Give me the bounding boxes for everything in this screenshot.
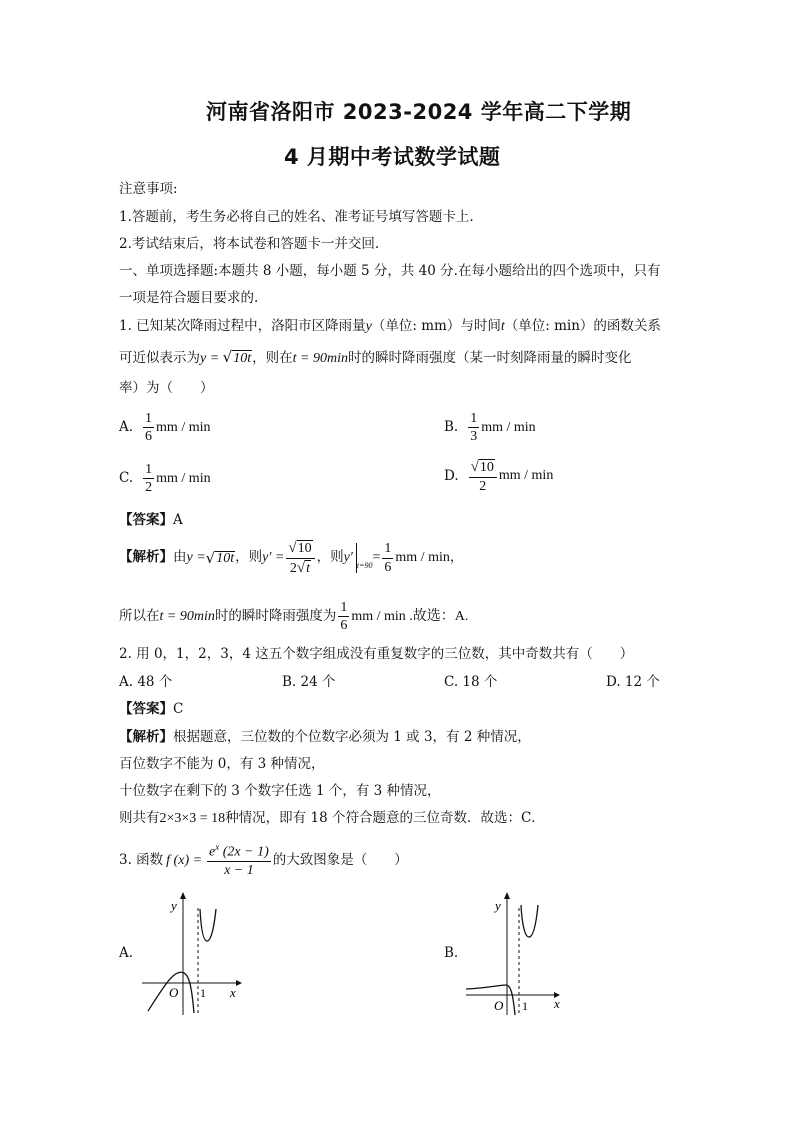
notice-item-1: 1.答题前，考生务必将自己的姓名、准考证号填写答题卡上. xyxy=(119,209,474,225)
q2-answer: 【答案】C xyxy=(119,701,184,717)
q3-option-a-graph[interactable] xyxy=(138,883,248,1018)
x-axis-label: x xyxy=(554,996,560,1011)
q1-option-b[interactable]: B. $\frac{1}{3}$ mm / min xyxy=(444,411,536,445)
x-axis-label: x xyxy=(230,985,236,1000)
q3-option-b-label[interactable]: B. xyxy=(444,945,459,961)
section-heading: 一、单项选择题:本题共 8 小题，每小题 5 分，共 40 分.在每小题给出的四个选项中，只有 xyxy=(119,263,661,279)
q2-analysis-2: 百位数字不能为 0，有 3 种情况， xyxy=(119,756,325,772)
section-heading-cont: 一项是符合题目要求的. xyxy=(119,290,259,306)
q2-stem: 2. 用 0，1，2，3，4 这五个数字组成没有重复数字的三位数，其中奇数共有（ ） xyxy=(119,646,634,662)
tick-label-1: 1 xyxy=(200,986,206,1000)
q1-conclusion: 所以在 t = 90min 时的瞬时降雨强度为 $\frac{1}{6}$ mm / min .故选：A. xyxy=(119,600,469,634)
q2-analysis-1: 【解析】根据题意，三位数的个位数字必须为 1 或 3，有 2 种情况， xyxy=(119,729,531,745)
page-subtitle: 4 月期中考试数学试题 xyxy=(284,145,501,169)
curve-right xyxy=(200,909,216,941)
q3-stem: 3. 函数 f (x) = $\frac{e^x (2x - 1)}{x - 1}$ 的大致图象是（ ） xyxy=(119,842,408,879)
x-axis-arrow-icon xyxy=(236,980,242,986)
curve-left xyxy=(466,985,515,1015)
y-axis-label: y xyxy=(171,898,177,913)
q2-option-a[interactable]: A. 48 个 xyxy=(119,674,173,690)
q1-stem-line1: 1. 已知某次降雨过程中，洛阳市区降雨量y（单位: mm）与时间t（单位: min）的函数关系 xyxy=(119,318,661,334)
origin-label: O xyxy=(494,998,504,1013)
origin-label: O xyxy=(169,985,179,1000)
q2-option-b[interactable]: B. 24 个 xyxy=(282,674,336,690)
y-axis-arrow-icon xyxy=(180,892,186,899)
q2-option-d[interactable]: D. 12 个 xyxy=(606,674,660,690)
q1-stem-line3: 率）为（ ） xyxy=(119,380,214,396)
notice-item-2: 2.考试结束后，将本试卷和答题卡一并交回. xyxy=(119,236,380,252)
q3-option-b-graph[interactable] xyxy=(462,883,572,1018)
q1-option-a[interactable]: A. $\frac{1}{6}$ mm / min xyxy=(119,411,211,445)
q3-option-a-label[interactable]: A. xyxy=(119,945,134,961)
q1-stem-line2: 可近似表示为y = √10t，则在t = 90min时的瞬时降雨强度（某一时刻降雨量的瞬时变化 xyxy=(119,348,632,366)
tick-label-1: 1 xyxy=(522,999,528,1013)
q1-option-c[interactable]: C. $\frac{1}{2}$ mm / min xyxy=(119,462,211,496)
q2-option-c[interactable]: C. 18 个 xyxy=(444,674,498,690)
y-axis-label: y xyxy=(495,898,501,913)
curve-right xyxy=(521,905,538,937)
page-title: 河南省洛阳市 2023-2024 学年高二下学期 xyxy=(206,100,632,124)
q2-analysis-3: 十位数字在剩下的 3 个数字任选 1 个，有 3 种情况， xyxy=(119,783,441,799)
notice-heading: 注意事项: xyxy=(119,181,178,197)
q2-analysis-4: 则共有2×3×3 = 18种情况，即有 18 个符合题意的三位奇数．故选：C． xyxy=(119,810,545,826)
q1-answer: 【答案】A xyxy=(119,512,183,528)
q1-analysis: 【解析】 由 y = √ 10t ，则 y′ = $\frac{√10}{2√t}$ ，则 y′ t=90 = $\frac{1}{6}$ mm / min ， xyxy=(119,540,464,576)
q1-option-d[interactable]: D. $\frac{√10}{2}$ mm / min xyxy=(444,459,554,494)
y-axis-arrow-icon xyxy=(504,892,510,899)
